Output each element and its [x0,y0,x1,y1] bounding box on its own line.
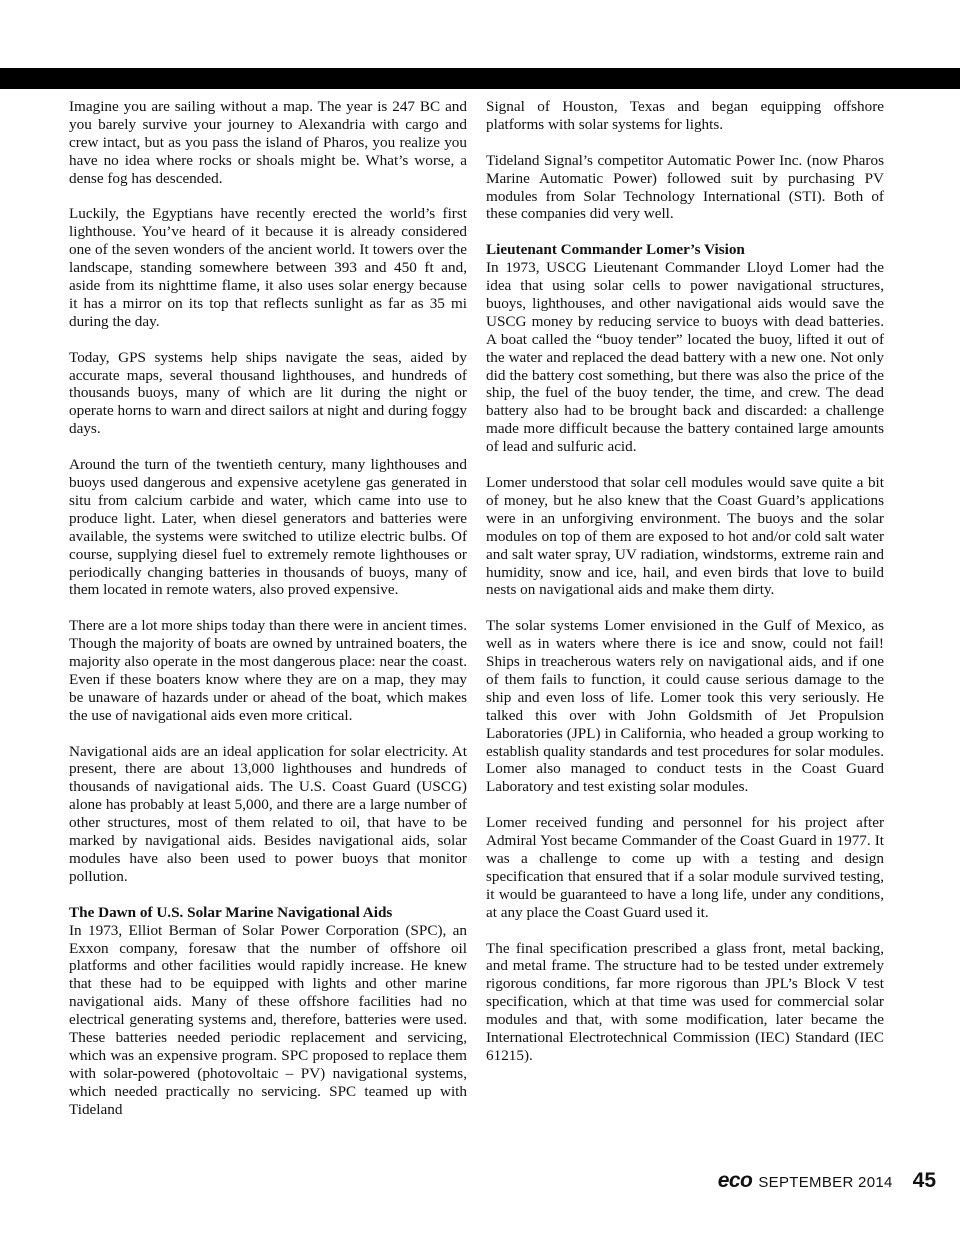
paragraph: The final specification prescribed a glass front, metal backing, and metal frame. The structure had to be tested under extremely rigorous conditions, far more rigorous than JPL’s Block V test specification, which at that time was used for commercial solar modules and that, with some modification, later became the International Electrotechnical Commission (IEC) Standard (IEC 61215). [486,939,884,1064]
paragraph: Today, GPS systems help ships navigate the seas, aided by accurate maps, several thousand lighthouses, and hundreds of thousands buoys, many of which are lit during the night or operate horns to warn and direct sailors at night and during foggy days. [69,348,467,438]
header-bar [0,68,960,89]
paragraph: In 1973, USCG Lieutenant Commander Lloyd Lomer had the idea that using solar cells to power navigational structures, buoys, lighthouses, and other navigational aids would save the USCG money by reducing service to buoys with dead batteries. A boat called the “buoy tender” located the buoy, lifted it out of the water and replaced the dead battery with a new one. Not only did the battery cost something, but there was also the price of the ship, the fuel of the buoy tender, the time, and crew. The dead battery also had to be brought back and discarded: a challenge made more difficult because the battery contained large amounts of lead and sulfuric acid. [486,259,884,456]
page-number: 45 [912,1169,936,1192]
paragraph: Signal of Houston, Texas and began equipping offshore platforms with solar systems for lights. [486,98,884,133]
paragraph: Lomer received funding and personnel for his project after Admiral Yost became Commander of the Coast Guard in 1977. It was a challenge to come up with a testing and design specification that ensured that if a solar module survived testing, it would be guaranteed to have a long life, under any conditions, at any place the Coast Guard used it. [486,814,884,921]
paragraph: Around the turn of the twentieth century, many lighthouses and buoys used dangerous and expensive acetylene gas generated in situ from calcium carbide and water, which came into use to produce light. Later, when diesel generators and batteries were available, the systems were switched to utilize electric bulbs. Of course, supplying diesel fuel to extremely remote lighthouses or periodically changing batteries in thousands of buoys, many of them located in remote waters, also proved expensive. [69,456,467,599]
issue-date: SEPTEMBER 2014 [758,1174,893,1191]
paragraph: Navigational aids are an ideal application for solar electricity. At present, there are about 13,000 lighthouses and hundreds of thousands of navigational aids. The U.S. Coast Guard (USCG) alone has probably at least 5,000, and there are a large number of other structures, most of them related to oil, that have to be marked by navigational aids. Besides navigational aids, solar modules have also been used to power buoys that monitor pollution. [69,742,467,885]
paragraph: Lomer understood that solar cell modules would save quite a bit of money, but he also knew that the Coast Guard’s applications were in an unforgiving environment. The buoys and the solar modules on top of them are exposed to hot and/or cold salt water and salt water spray, UV radiation, windstorms, extreme rain and humidity, snow and ice, hail, and even birds that love to build nests on navigational aids and make them dirty. [486,473,884,599]
page-footer [718,1169,936,1193]
paragraph: The solar systems Lomer envisioned in the Gulf of Mexico, as well as in waters where there is ice and snow, could not fail! Ships in treacherous waters rely on navigational aids, and if one of them fails to function, it could cause serious damage to the ship and even loss of life. Lomer took this very seriously. He talked this over with John Goldsmith of Jet Propulsion Laboratories (JPL) in California, who headed a group working to establish quality standards and test procedures for solar modules. Lomer also managed to conduct tests in the Coast Guard Laboratory and test existing solar modules. [486,617,884,796]
section-heading: The Dawn of U.S. Solar Marine Navigational Aids [69,903,393,921]
paragraph: Tideland Signal’s competitor Automatic Power Inc. (now Pharos Marine Automatic Power) followed suit by purchasing PV modules from Solar Technology International (STI). Both of these companies did very well. [486,151,884,223]
paragraph: Luckily, the Egyptians have recently erected the world’s first lighthouse. You’ve heard of it because it is already considered one of the seven wonders of the ancient world. It towers over the landscape, standing somewhere between 393 and 450 ft and, aside from its nighttime flame, it also uses solar energy because it has a mirror on its top that reflects sunlight as far as 35 mi during the day. [69,205,467,330]
paragraph: There are a lot more ships today than there were in ancient times. Though the majority of boats are owned by untrained boaters, the majority also operate in the most dangerous place: near the coast. Even if these boaters know where they are on a map, they may be unaware of hazards under or ahead of the boat, which makes the use of navigational aids even more critical. [69,617,467,724]
section-heading: Lieutenant Commander Lomer’s Vision [486,241,745,259]
paragraph: In 1973, Elliot Berman of Solar Power Corporation (SPC), an Exxon company, foresaw that the number of offshore oil platforms and other facilities would rapidly increase. He knew that these had to be equipped with lights and other marine navigational aids. Many of these offshore facilities had no electrical generating systems and, therefore, batteries were used. These batteries needed periodic replacement and servicing, which was an expensive program. SPC proposed to replace them with solar-powered (photovoltaic – PV) navigational systems, which needed practically no servicing. SPC teamed up with Tideland [69,921,467,1118]
paragraph: Imagine you are sailing without a map. The year is 247 BC and you barely survive your journey to Alexandria with cargo and crew intact, but as you pass the island of Pharos, you realize you have no idea where rocks or shoals might be. What’s worse, a dense fog has descended. [69,98,467,187]
article-column-left [69,98,467,1136]
article-column-right [486,98,884,1083]
magazine-logo: eco [717,1169,753,1192]
